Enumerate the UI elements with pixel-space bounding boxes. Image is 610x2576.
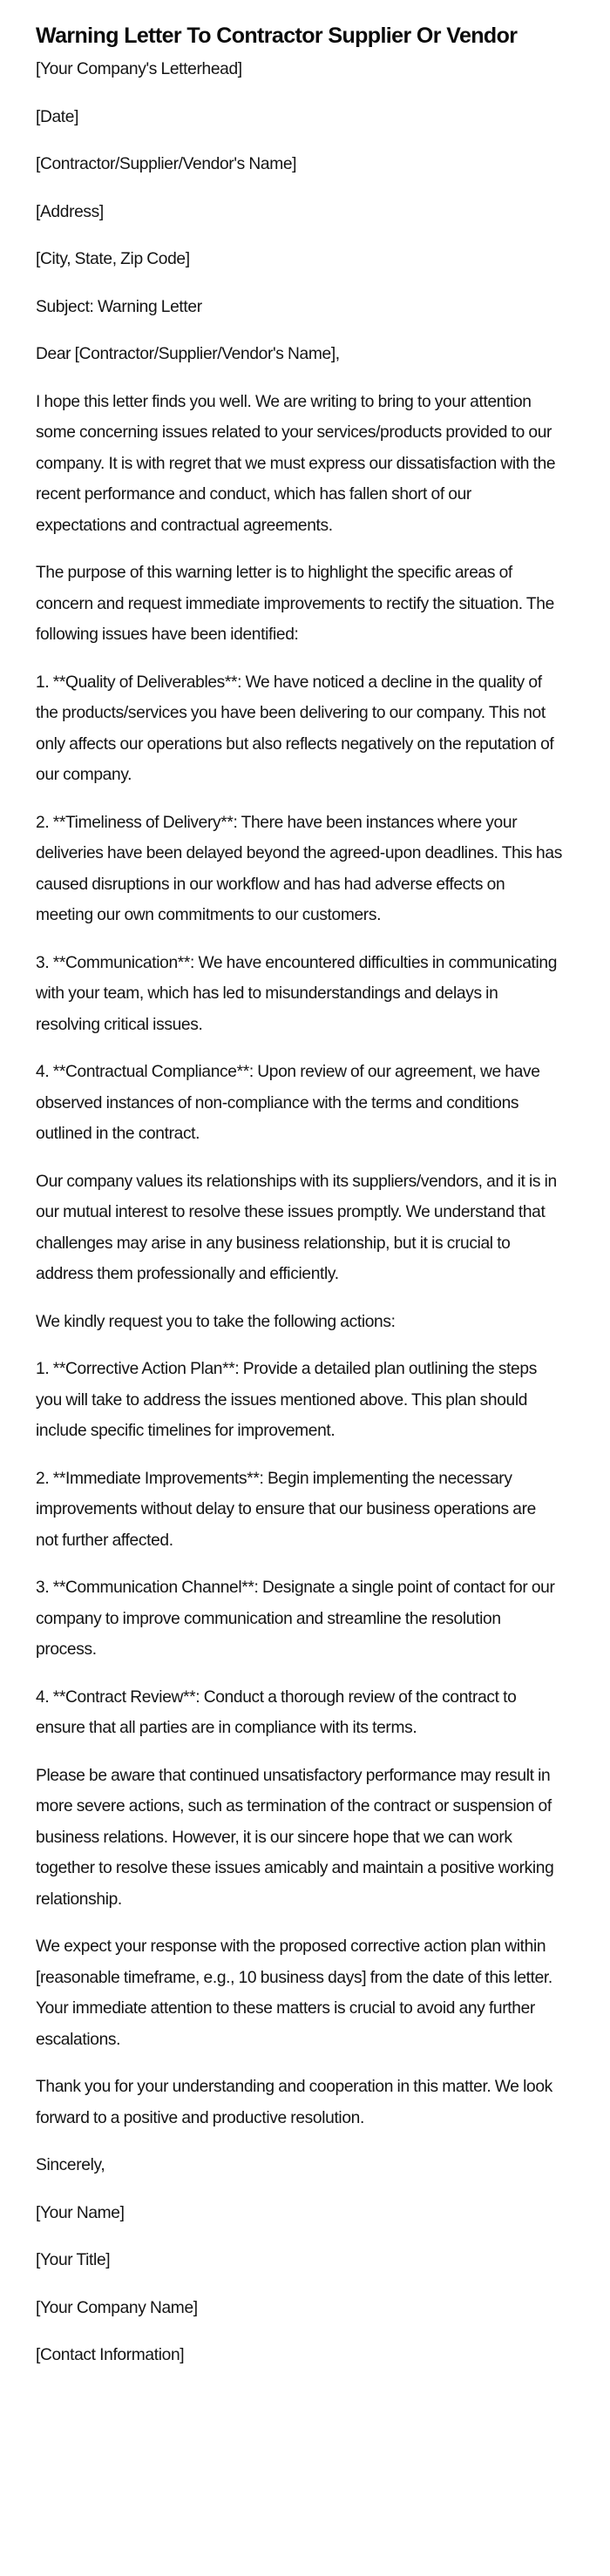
issue-item: 4. **Contractual Compliance**: Upon review of our agreement, we have observed instances of non-compliance with the terms and conditions outlined in the contract. xyxy=(36,1063,540,1143)
consequences-paragraph: Please be aware that continued unsatisfactory performance may result in more severe actions, such as termination of the contract or suspension of business relations. However, it is our sincere hope that we can work together to resolve these issues amicably and maintain a positive working relationship. xyxy=(36,1766,554,1909)
thanks-paragraph: Thank you for your understanding and cooperation in this matter. We look forward to a positive and productive resolution. xyxy=(36,2078,552,2127)
signer-name: [Your Name] xyxy=(36,2203,125,2222)
purpose-paragraph: The purpose of this warning letter is to highlight the specific areas of concern and request immediate improvements to rectify the situation. The following issues have been identified: xyxy=(36,564,554,644)
letterhead: [Your Company's Letterhead] xyxy=(36,60,242,78)
issue-item: 3. **Communication**: We have encountered difficulties in communicating with your team, which has led to misunderstandings and delays in resolving critical issues. xyxy=(36,953,558,1034)
date-line: [Date] xyxy=(36,107,79,126)
action-item: 4. **Contract Review**: Conduct a thorough review of the contract to ensure that all parties are in compliance with its terms. xyxy=(36,1687,517,1737)
response-paragraph: We expect your response with the proposed corrective action plan within [reasonable timeframe, e.g., 10 business days] from the date of this letter. Your immediate attention to these matters is crucial to avoid any further escalations. xyxy=(36,1937,552,2049)
signer-contact: [Contact Information] xyxy=(36,2346,185,2364)
letter-body xyxy=(36,54,574,2371)
recipient-name: [Contractor/Supplier/Vendor's Name] xyxy=(36,155,297,173)
action-item: 3. **Communication Channel**: Designate a single point of contact for our company to improve communication and streamline the resolution process. xyxy=(36,1579,555,1659)
issue-item: 1. **Quality of Deliverables**: We have noticed a decline in the quality of the products/services you have been delivering to our company. This not only affects our operations but also reflects negatively on the reputation of our company. xyxy=(36,673,554,784)
document-title: Warning Letter To Contractor Supplier Or Vendor xyxy=(36,24,518,48)
salutation: Dear [Contractor/Supplier/Vendor's Name], xyxy=(36,345,340,363)
issue-item: 2. **Timeliness of Delivery**: There have been instances where your deliveries have been delayed beyond the agreed-upon deadlines. This has caused disruptions in our workflow and has had adverse effects on meeting our own commitments to our customers. xyxy=(36,813,562,924)
issues-list xyxy=(36,667,574,1150)
subject-line: Subject: Warning Letter xyxy=(36,297,202,316)
header-block xyxy=(36,54,574,370)
intro-paragraph: I hope this letter finds you well. We are writing to bring to your attention some concerning issues related to your services/products provided to our company. It is with regret that we must express our dissatisfaction with the recent performance and conduct, which has fallen short of our expectations and contractual agreements. xyxy=(36,392,556,535)
action-item: 1. **Corrective Action Plan**: Provide a detailed plan outlining the steps you will take to address the issues mentioned above. This plan should include specific timelines for improvement. xyxy=(36,1360,537,1440)
actions-intro: We kindly request you to take the following actions: xyxy=(36,1312,396,1331)
relationship-paragraph: Our company values its relationships with its suppliers/vendors, and it is in our mutual interest to resolve these issues promptly. We understand that challenges may arise in any business relationship, but it is crucial to address them professionally and efficiently. xyxy=(36,1172,557,1283)
signer-company: [Your Company Name] xyxy=(36,2298,198,2317)
signature-block xyxy=(36,2150,574,2371)
closing: Sincerely, xyxy=(36,2156,105,2174)
action-item: 2. **Immediate Improvements**: Begin implementing the necessary improvements without delay to ensure that our business operations are not further affected. xyxy=(36,1469,536,1550)
recipient-city-state-zip: [City, State, Zip Code] xyxy=(36,250,190,268)
actions-list xyxy=(36,1354,574,1744)
signer-title: [Your Title] xyxy=(36,2251,111,2269)
recipient-address: [Address] xyxy=(36,202,104,221)
